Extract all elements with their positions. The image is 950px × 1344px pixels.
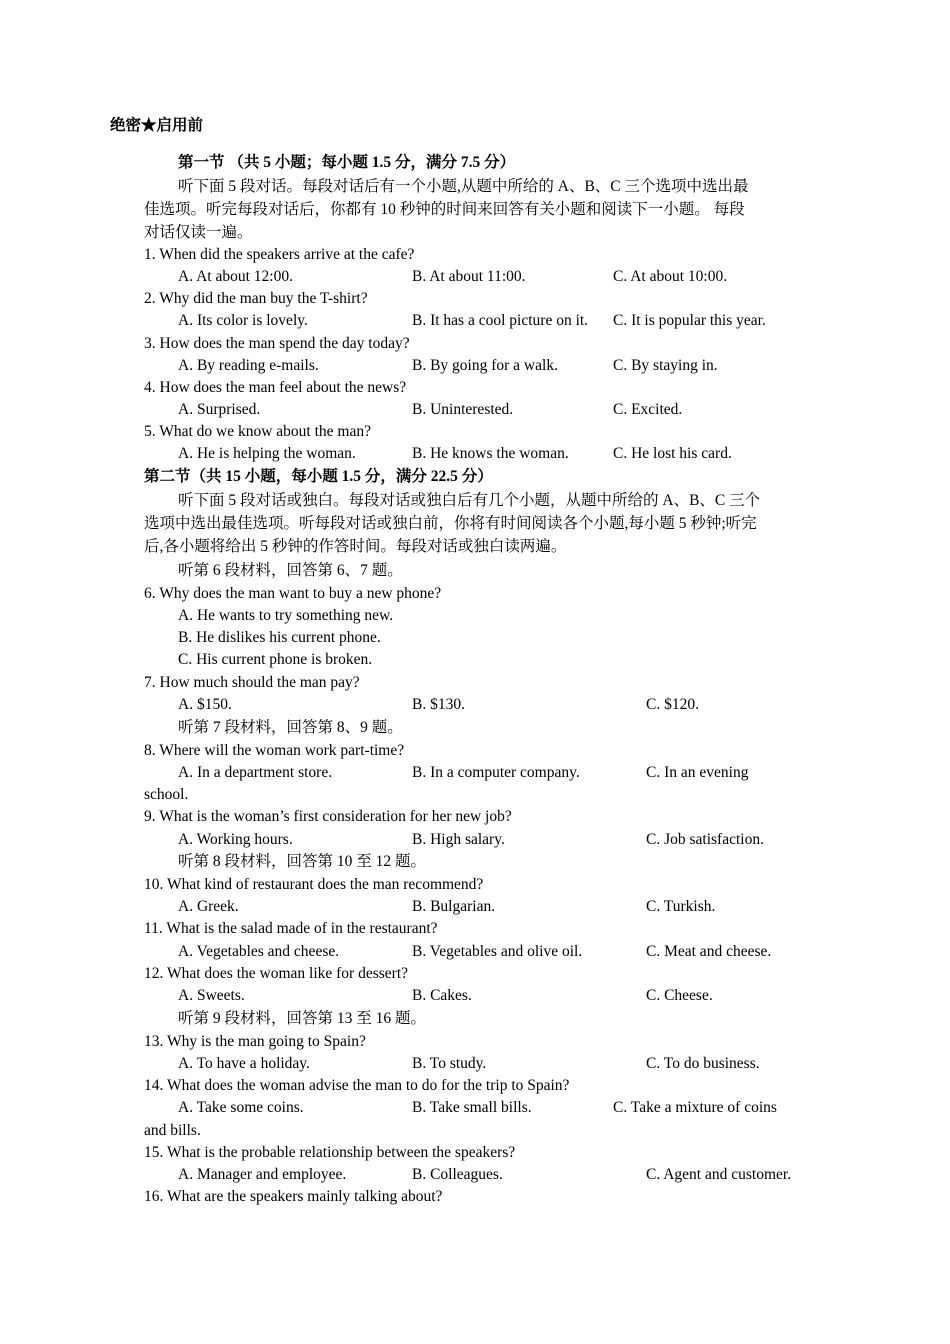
- section2-instruction-line: 选项中选出最佳选项。听每段对话或独白前，你将有时间阅读各个小题,每小题 5 秒钟;听完: [144, 515, 757, 532]
- option-b: B. To study.: [412, 1055, 487, 1072]
- option-c: C. At about 10:00.: [613, 268, 728, 285]
- section2-instruction-line: 后,各小题将给出 5 秒钟的作答时间。每段对话或独白读两遍。: [144, 538, 567, 555]
- option-b: B. $130.: [412, 696, 465, 713]
- option-c-continued: school.: [144, 786, 189, 803]
- question-text: 5. What do we know about the man?: [144, 423, 371, 440]
- question-text: 1. When did the speakers arrive at the cafe?: [144, 246, 415, 263]
- question-text: 2. Why did the man buy the T-shirt?: [144, 290, 368, 307]
- option-c: C. To do business.: [646, 1055, 760, 1072]
- option-a: A. By reading e-mails.: [178, 357, 319, 374]
- material-prompt: 听第 9 段材料，回答第 13 至 16 题。: [178, 1010, 427, 1027]
- option-c: C. Agent and customer.: [646, 1166, 792, 1183]
- option-a: A. Greek.: [178, 898, 239, 915]
- option-a: A. Working hours.: [178, 831, 293, 848]
- option-a: A. Manager and employee.: [178, 1166, 347, 1183]
- option-c: C. In an evening: [646, 764, 749, 781]
- option-c: C. Job satisfaction.: [646, 831, 764, 848]
- material-prompt: 听第 7 段材料，回答第 8、9 题。: [178, 719, 403, 736]
- section1-instruction-line: 对话仅读一遍。: [144, 224, 253, 241]
- question-text: 15. What is the probable relationship between the speakers?: [144, 1144, 516, 1161]
- option-c: C. Cheese.: [646, 987, 713, 1004]
- option-b: B. Uninterested.: [412, 401, 514, 418]
- option-a: A. Its color is lovely.: [178, 312, 308, 329]
- section1-instruction-line: 听下面 5 段对话。每段对话后有一个小题,从题中所给的 A、B、C 三个选项中选出最: [178, 178, 749, 195]
- option-b: B. Vegetables and olive oil.: [412, 943, 583, 960]
- option-a: A. Sweets.: [178, 987, 245, 1004]
- option-a: A. To have a holiday.: [178, 1055, 310, 1072]
- option-c-continued: and bills.: [144, 1122, 201, 1139]
- question-text: 8. Where will the woman work part-time?: [144, 742, 405, 759]
- option-b: B. At about 11:00.: [412, 268, 526, 285]
- option-b: B. He dislikes his current phone.: [178, 629, 381, 646]
- option-b: B. Cakes.: [412, 987, 472, 1004]
- option-b: B. It has a cool picture on it.: [412, 312, 589, 329]
- material-prompt: 听第 8 段材料，回答第 10 至 12 题。: [178, 853, 427, 870]
- option-a: A. Take some coins.: [178, 1099, 304, 1116]
- option-b: B. Bulgarian.: [412, 898, 496, 915]
- option-c: C. $120.: [646, 696, 699, 713]
- material-prompt: 听第 6 段材料，回答第 6、7 题。: [178, 562, 403, 579]
- secret-mark: 绝密★启用前: [110, 117, 204, 134]
- option-b: B. Colleagues.: [412, 1166, 503, 1183]
- question-text: 10. What kind of restaurant does the man recommend?: [144, 876, 484, 893]
- section1-instruction-line: 佳选项。听完每段对话后，你都有 10 秒钟的时间来回答有关小题和阅读下一小题。 每段: [144, 201, 745, 218]
- option-c: C. Meat and cheese.: [646, 943, 772, 960]
- option-c: C. Turkish.: [646, 898, 716, 915]
- option-c: C. Take a mixture of coins: [613, 1099, 777, 1116]
- question-text: 7. How much should the man pay?: [144, 674, 360, 691]
- option-a: A. He is helping the woman.: [178, 445, 356, 462]
- question-text: 16. What are the speakers mainly talking about?: [144, 1188, 443, 1205]
- question-text: 13. Why is the man going to Spain?: [144, 1033, 366, 1050]
- question-text: 3. How does the man spend the day today?: [144, 335, 410, 352]
- option-b: B. In a computer company.: [412, 764, 580, 781]
- option-b: B. He knows the woman.: [412, 445, 569, 462]
- option-a: A. $150.: [178, 696, 232, 713]
- option-b: B. High salary.: [412, 831, 505, 848]
- section2-title: 第二节（共 15 小题，每小题 1.5 分，满分 22.5 分）: [144, 468, 493, 485]
- option-a: A. Surprised.: [178, 401, 261, 418]
- question-text: 14. What does the woman advise the man to do for the trip to Spain?: [144, 1077, 570, 1094]
- question-text: 12. What does the woman like for dessert?: [144, 965, 408, 982]
- section1-title: 第一节 （共 5 小题；每小题 1.5 分，满分 7.5 分）: [178, 154, 516, 171]
- option-c: C. He lost his card.: [613, 445, 732, 462]
- option-a: A. Vegetables and cheese.: [178, 943, 340, 960]
- option-b: B. By going for a walk.: [412, 357, 558, 374]
- question-text: 9. What is the woman’s first consideration for her new job?: [144, 808, 512, 825]
- option-b: B. Take small bills.: [412, 1099, 532, 1116]
- option-c: C. His current phone is broken.: [178, 651, 373, 668]
- option-a: A. At about 12:00.: [178, 268, 293, 285]
- option-c: C. It is popular this year.: [613, 312, 766, 329]
- option-c: C. Excited.: [613, 401, 683, 418]
- question-text: 6. Why does the man want to buy a new phone?: [144, 585, 442, 602]
- option-c: C. By staying in.: [613, 357, 718, 374]
- question-text: 4. How does the man feel about the news?: [144, 379, 407, 396]
- option-a: A. In a department store.: [178, 764, 333, 781]
- question-text: 11. What is the salad made of in the restaurant?: [144, 920, 438, 937]
- option-a: A. He wants to try something new.: [178, 607, 394, 624]
- section2-instruction-line: 听下面 5 段对话或独白。每段对话或独白后有几个小题，从题中所给的 A、B、C 三个: [178, 492, 761, 509]
